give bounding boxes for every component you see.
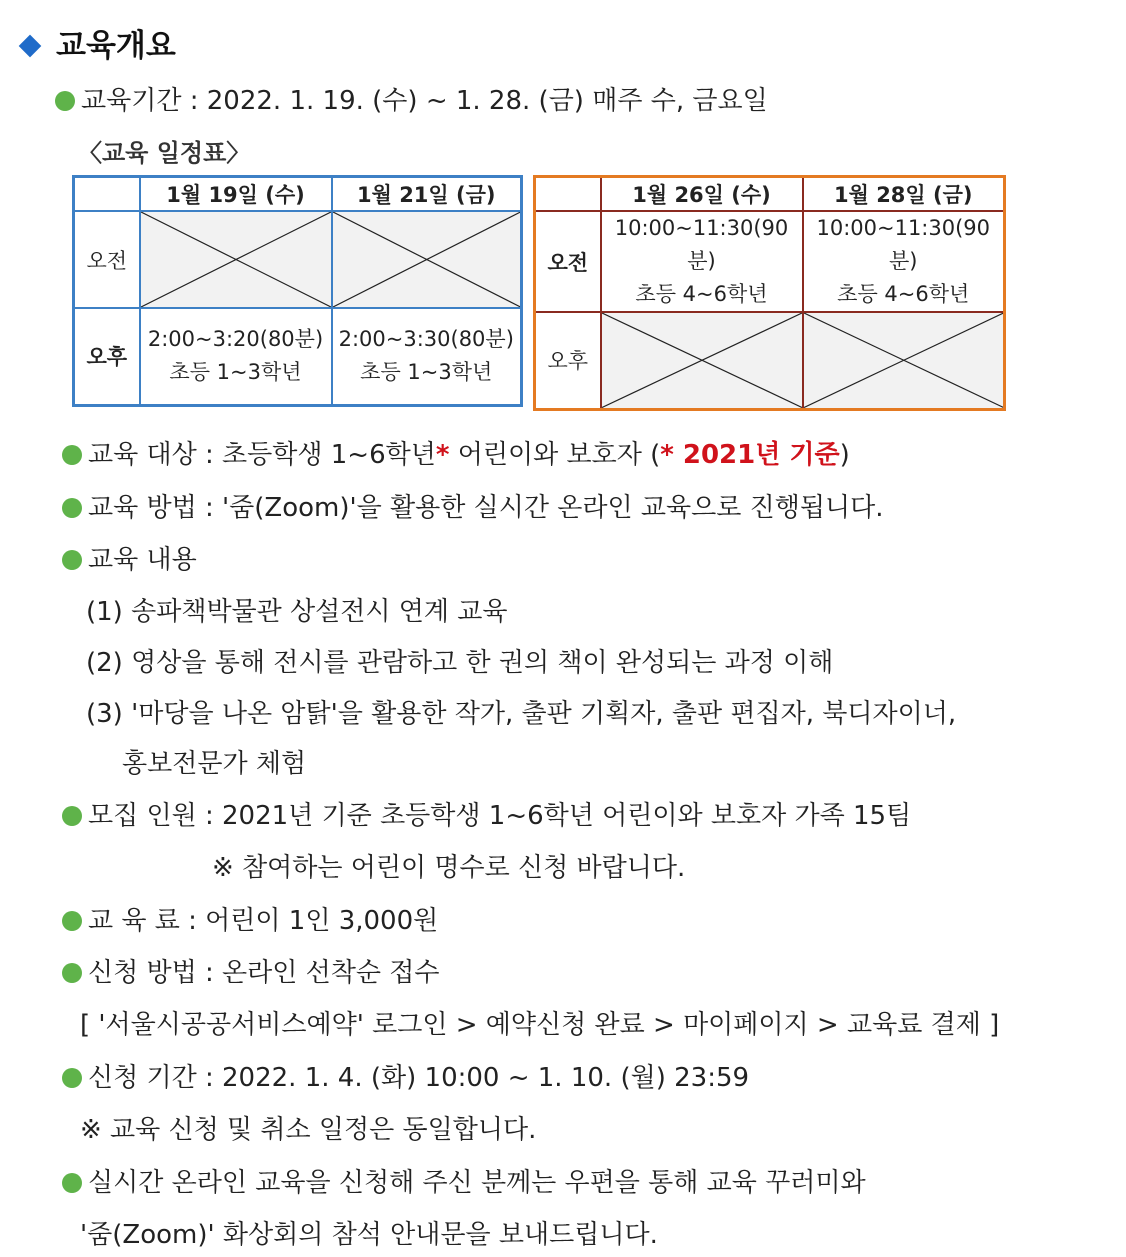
recruit-line: [62, 795, 911, 832]
empty-slot-cell: [803, 312, 1005, 409]
method-line: [62, 487, 883, 524]
date-header: 1월 26일 (수): [601, 177, 803, 212]
empty-slot-cell: [332, 211, 522, 308]
green-bullet-icon: [62, 550, 82, 570]
corner-cell: [74, 177, 140, 212]
period-label: 교육기간: [81, 86, 182, 116]
apply-method-line: [62, 952, 439, 989]
date-header: 1월 28일 (금): [803, 177, 1005, 212]
apply-path: [ '서울시공공서비스예약' 로그인 > 예약신청 완료 > 마이페이지 > 교육료 결제 ]: [80, 1010, 1000, 1040]
session-grade: 초등 4~6학년: [635, 282, 768, 306]
notice-text-2: '줌(Zoom)' 화상회의 참석 안내문을 보내드립니다.: [80, 1220, 658, 1250]
section-title: 교육개요: [56, 28, 176, 64]
date-header: 1월 19일 (수): [140, 177, 332, 212]
schedule-table-left: [72, 175, 523, 407]
corner-cell: [535, 177, 601, 212]
apply-period-text: 신청 기간 : 2022. 1. 4. (화) 10:00 ~ 1. 10. (월) 23:59: [88, 1063, 750, 1093]
empty-slot-cell: [140, 211, 332, 308]
recruit-text: 모집 인원 : 2021년 기준 초등학생 1~6학년 어린이와 보호자 가족 15팀: [88, 801, 912, 831]
period-line: 교육기간 : 2022. 1. 19. (수) ~ 1. 28. (금) 매주 수, 금요일: [55, 80, 768, 117]
target-note: * 2021년 기준: [660, 440, 840, 470]
content-item: (3) '마당을 나온 암탉'을 활용한 작가, 출판 기획자, 출판 편집자, 북디자이너,: [86, 699, 957, 729]
session-grade: 초등 1~3학년: [360, 360, 493, 385]
green-bullet-icon: [62, 963, 82, 983]
recruit-note: ※ 참여하는 어린이 명수로 신청 바랍니다.: [212, 853, 686, 883]
empty-slot-cell: [601, 312, 803, 409]
method-text: 교육 방법 : '줌(Zoom)'을 활용한 실시간 온라인 교육으로 진행됩니다.: [88, 493, 884, 523]
content-item: (2) 영상을 통해 전시를 관람하고 한 권의 책이 완성되는 과정 이해: [86, 648, 834, 678]
schedule-table-right: [533, 175, 1006, 411]
target-line: [62, 434, 850, 471]
fee-text: 교 육 료 : 어린이 1인 3,000원: [88, 906, 439, 936]
green-bullet-icon: [62, 1173, 82, 1193]
content-item: (1) 송파책박물관 상설전시 연계 교육: [86, 597, 508, 627]
row-label-pm: 오후: [74, 308, 140, 405]
date-header: 1월 21일 (금): [332, 177, 522, 212]
period-value: 2022. 1. 19. (수) ~ 1. 28. (금) 매주 수, 금요일: [206, 86, 768, 116]
diamond-icon: [19, 34, 42, 57]
apply-method-text: 신청 방법 : 온라인 선착순 접수: [88, 958, 440, 988]
green-bullet-icon: [62, 498, 82, 518]
target-star: *: [435, 440, 450, 470]
green-bullet-icon: [62, 806, 82, 826]
green-bullet-icon: [62, 1068, 82, 1088]
target-prefix: 교육 대상 : 초등학생 1~6학년: [88, 440, 436, 470]
session-time: 10:00~11:30(90분): [816, 216, 991, 273]
row-label-am: 오전: [535, 211, 601, 312]
content-item: 홍보전문가 체험: [122, 749, 307, 779]
fee-line: [62, 900, 438, 937]
target-suffix: ): [839, 440, 850, 470]
session-cell: [601, 211, 803, 312]
section-heading: [16, 20, 176, 65]
apply-period-line: [62, 1057, 749, 1094]
apply-period-note: ※ 교육 신청 및 취소 일정은 동일합니다.: [80, 1115, 537, 1145]
notice-line: [62, 1162, 866, 1199]
session-cell: [140, 308, 332, 405]
session-time: 10:00~11:30(90분): [614, 216, 789, 273]
green-bullet-icon: [62, 445, 82, 465]
session-cell: [803, 211, 1005, 312]
row-label-pm: 오후: [535, 312, 601, 409]
session-time: 2:00~3:30(80분): [338, 327, 514, 352]
content-label: 교육 내용: [88, 545, 197, 575]
notice-text-1: 실시간 온라인 교육을 신청해 주신 분께는 우편을 통해 교육 꾸러미와: [88, 1168, 866, 1198]
session-cell: [332, 308, 522, 405]
row-label-am: 오전: [74, 211, 140, 308]
content-line: [62, 539, 197, 576]
schedule-caption: 〈교육 일정표〉: [78, 139, 251, 167]
session-time: 2:00~3:20(80분): [147, 327, 324, 352]
green-bullet-icon: [55, 91, 75, 111]
green-bullet-icon: [62, 911, 82, 931]
target-middle: 어린이와 보호자 (: [449, 440, 661, 470]
session-grade: 초등 4~6학년: [837, 282, 970, 306]
session-grade: 초등 1~3학년: [169, 360, 302, 385]
